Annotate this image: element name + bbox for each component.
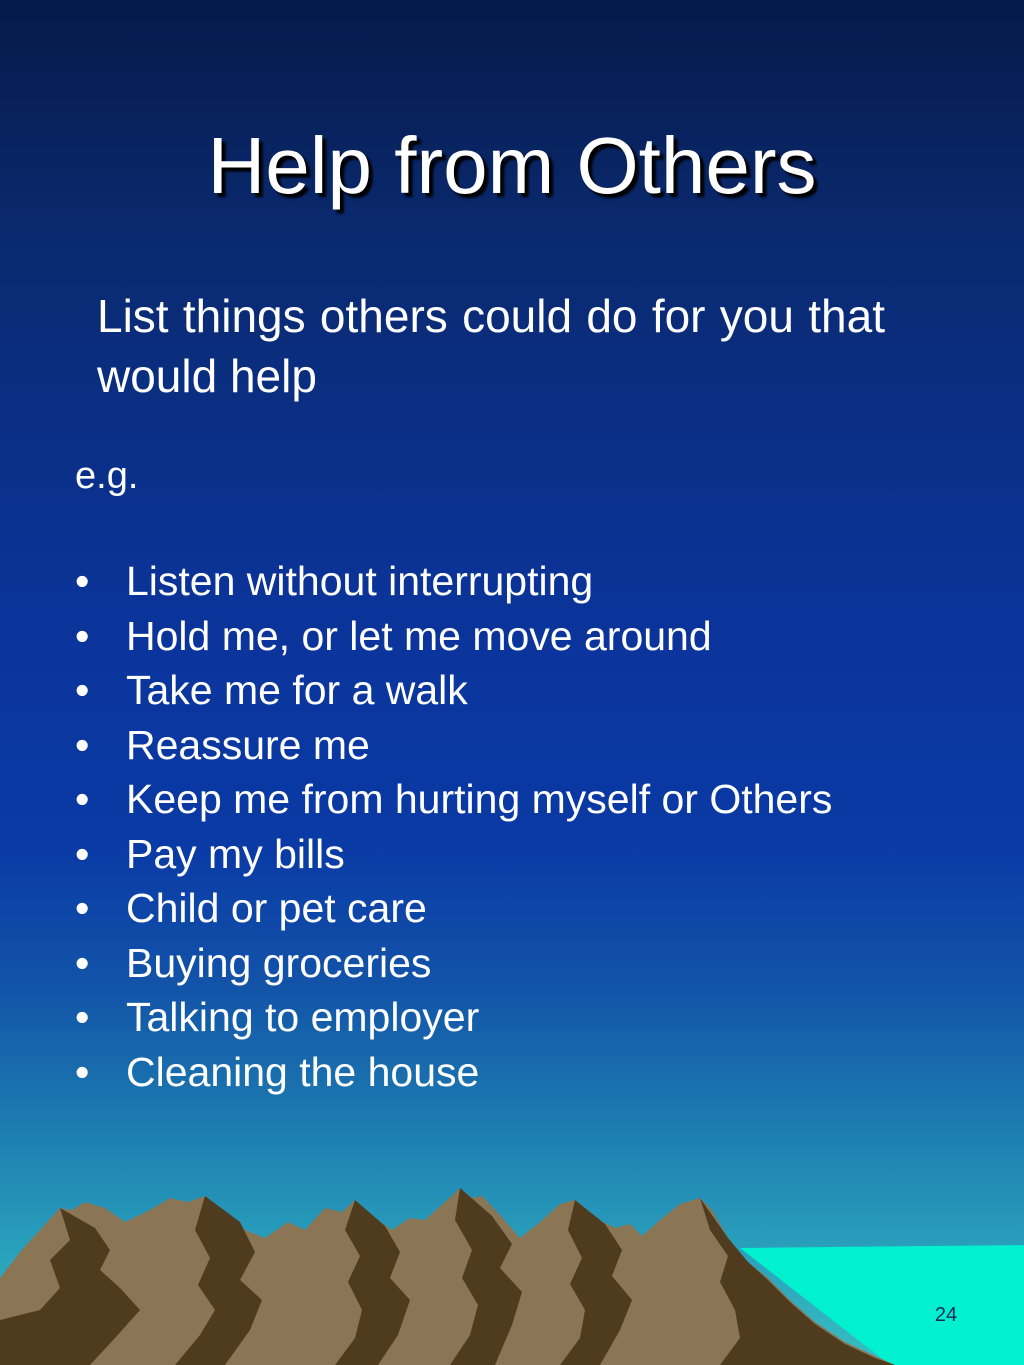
example-label: e.g. xyxy=(75,455,139,497)
list-item xyxy=(75,554,835,609)
bullet-icon: • xyxy=(75,558,90,604)
list-item xyxy=(75,936,835,991)
bullet-icon: • xyxy=(75,776,90,822)
bullet-icon: • xyxy=(75,939,90,986)
list-item xyxy=(75,718,835,773)
bullet-icon: • xyxy=(75,830,90,877)
list-item-text: Reassure me xyxy=(126,721,370,768)
list-item xyxy=(75,827,835,882)
list-item-text: Hold me, or let me move around xyxy=(126,612,712,659)
mountain-range-illustration xyxy=(0,1160,1024,1365)
list-item-text: Child or pet care xyxy=(126,885,427,931)
bullet-icon: • xyxy=(75,885,90,931)
bullet-icon: • xyxy=(75,994,90,1040)
list-item-text: Take me for a walk xyxy=(126,667,468,713)
list-item xyxy=(75,772,835,827)
list-item-text: Listen without interrupting xyxy=(126,558,594,604)
list-item xyxy=(75,1045,835,1100)
list-item xyxy=(75,990,835,1045)
list-item xyxy=(75,881,835,936)
page-number: 24 xyxy=(934,1304,958,1326)
bullet-icon: • xyxy=(75,1048,90,1095)
bullet-icon: • xyxy=(75,667,90,713)
list-item-text: Buying groceries xyxy=(126,939,432,986)
list-item-text: Pay my bills xyxy=(126,830,345,877)
bullet-icon: • xyxy=(75,721,90,768)
list-item-text: Cleaning the house xyxy=(126,1048,480,1095)
list-item xyxy=(75,609,835,664)
slide-title: Help from Others xyxy=(207,121,817,210)
list-item-text: Keep me from hurting myself or Others xyxy=(126,776,833,822)
slide-subtitle: List things others could do for you that would help xyxy=(97,290,885,402)
bullet-list xyxy=(75,554,835,1099)
bullet-icon: • xyxy=(75,612,90,659)
list-item xyxy=(75,663,835,718)
list-item-text: Talking to employer xyxy=(126,994,480,1040)
